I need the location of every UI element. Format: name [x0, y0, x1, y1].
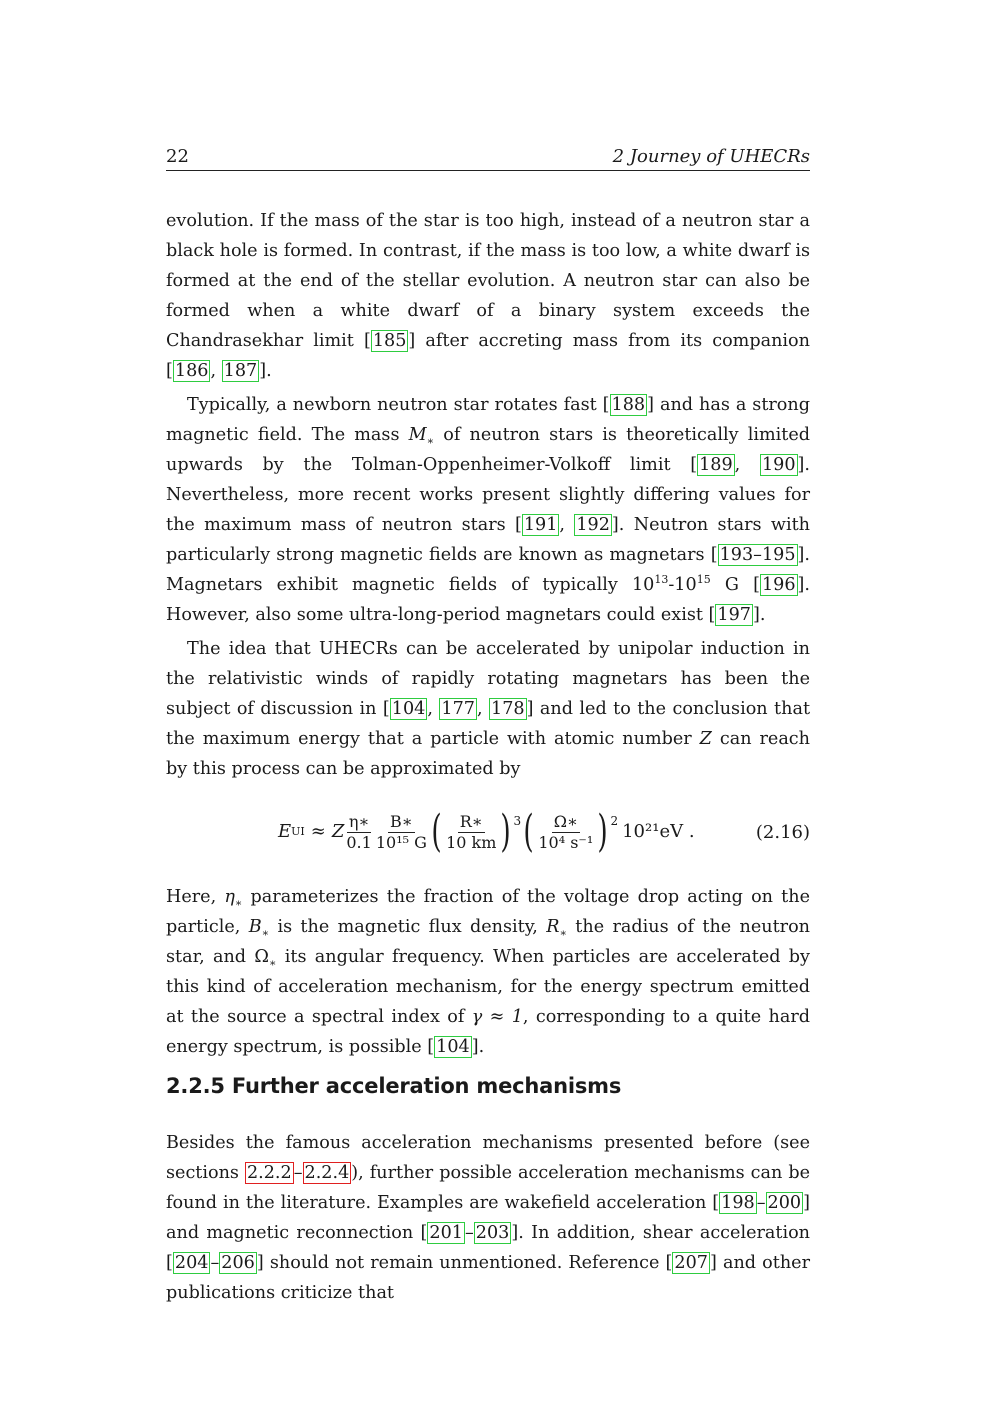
paragraph-2: Typically, a newborn neutron star rotates fast [ 188 ] and has a strong magnetic field. The mass $M_∗$ of neutron stars is theoretically limited upwards by the Tolman-Oppenheimer-Volkoff limit [ 189 , 190 ]. Nevertheless, more recent works present slightly differing values for the maximum mass of neutron stars [ 191 , 192 ]. Neutron stars with particularly strong magnetic fields are known as magnetars [ 193–195 ]. Magnetars exhibit magnetic fields of typically $10^{13}-10^{15}$ G [ 196 ]. However, also some ultra-long-period magnetars could exist [ 197 ].: [166, 395, 811, 625]
citation-link[interactable]: 201: [429, 1223, 463, 1243]
equation-2-16: [166, 796, 810, 870]
citation-link[interactable]: 178: [491, 699, 525, 719]
text: should not remain unmentioned. Reference: [263, 1253, 666, 1273]
eq-fraction-r: [446, 812, 496, 853]
citation-link[interactable]: 189: [699, 455, 733, 475]
section-text: [166, 1128, 810, 1308]
text: , corresponding to a quite hard energy spectrum, is possible: [166, 1007, 810, 1057]
citation-link[interactable]: 204: [174, 1253, 209, 1273]
running-header: [166, 146, 810, 171]
left-paren: (: [431, 806, 442, 857]
text: Here,: [166, 887, 225, 907]
math-symbol: γ ≈ 1: [471, 1007, 523, 1027]
text: ), further possible acceleration mechanisms can be found in the literature. Examples are wakefield acceleration: [166, 1163, 810, 1213]
eq-z: Z: [331, 821, 345, 842]
text: The idea that UHECRs can be accelerated by unipolar induction in the relativistic winds of rapidly rotating magnetars has been the subject of discussion in: [166, 639, 810, 719]
eq-fraction-eta: [346, 812, 371, 853]
equation-body: E UI ≈ Z $\frac{\eta∗}{0.1}$ $\frac{B∗}{\text{10¹⁵ G}}$ ( $\frac{R∗}{10 km}$ ) 3 ( $\frac{\Omega∗}{\text{10⁴ s⁻¹}}$ ) 2 10²¹eV .: [278, 806, 695, 857]
citation-link[interactable]: 191: [523, 515, 558, 535]
eq-numerator: η∗: [348, 811, 370, 831]
text: and led to the conclusion that the maximum energy that a particle with atomic number: [166, 699, 811, 749]
citation-link[interactable]: 200: [767, 1193, 802, 1213]
citation-link[interactable]: 196: [761, 575, 796, 595]
text: parameterizes the fraction of the voltage drop acting on the particle,: [166, 887, 810, 937]
text: and other publications criticize that: [166, 1253, 810, 1303]
eq-lhs: E: [278, 821, 292, 842]
paragraph-3: The idea that UHECRs can be accelerated by unipolar induction in the relativistic winds of rapidly rotating magnetars has been the subject of discussion in [ 104 , 177 , 178 ] and led to the conclusion that the maximum energy that a particle with atomic number Z can reach by this process can be approximated by: [166, 639, 811, 779]
citation-link[interactable]: 187: [223, 361, 258, 381]
eq-denominator: 10 km: [446, 832, 497, 852]
chapter-title: 2 Journey of UHECRs: [612, 146, 810, 167]
section-ref-link[interactable]: 2.2.4: [304, 1163, 350, 1183]
citation-link[interactable]: 104: [391, 699, 426, 719]
eq-power: 3: [513, 814, 522, 828]
math-symbol: η: [224, 887, 235, 907]
text: its angular frequency. When particles are accelerated by this kind of acceleration mechanism, for the energy spectrum emitted at the source a spectral index of: [166, 947, 810, 1027]
eq-denominator: 10⁴ s⁻¹: [538, 832, 594, 852]
paragraph-1: evolution. If the mass of the star is too high, instead of a neutron star a black hole is formed. In contrast, if the mass is too low, a white dwarf is formed at the end of the stellar evolution. A neutron star can also be formed when a white dwarf of a binary system exceeds the Chandrasekhar limit [ 185 ] after accreting mass from its companion [ 186 , 187 ].: [166, 211, 810, 381]
citation-link[interactable]: 193–195: [719, 545, 796, 565]
eq-numerator: B∗: [390, 811, 413, 831]
citation-link[interactable]: 188: [611, 395, 646, 415]
citation-link[interactable]: 177: [441, 699, 475, 719]
eq-fraction-b: [376, 812, 427, 853]
eq-denominator: 0.1: [346, 832, 372, 852]
text: is the magnetic flux density,: [269, 917, 547, 937]
text: and has a strong magnetic field. The mass: [166, 395, 810, 445]
paragraph-4: Here, $\eta_∗$ parameterizes the fraction of the voltage drop acting on the particle, $B_∗$ is the magnetic flux density, $R_∗$ the radius of the neutron star, and $\Omega_∗$ its angular frequency. When particles are accelerated by this kind of acceleration mechanism, for the energy spectrum emitted at the source a spectral index of γ ≈ 1, corresponding to a quite hard energy spectrum, is possible [ 104 ].: [166, 887, 810, 1057]
text: Besides the famous acceleration mechanisms presented before (see sections: [166, 1133, 810, 1183]
text: can reach by this process can be approximated by: [166, 729, 810, 779]
eq-fraction-omega: [538, 812, 593, 853]
page-number: 22: [166, 146, 189, 167]
eq-numerator: R∗: [459, 811, 483, 831]
text: of neutron stars is theoretically limited upwards by the Tolman-Oppenheimer-Volkoff limit: [166, 425, 810, 475]
exponent: 15: [696, 573, 711, 587]
text: . In addition, shear acceleration: [518, 1223, 810, 1243]
eq-denominator: 10¹⁵ G: [375, 832, 427, 852]
eq-numerator: Ω∗: [553, 811, 578, 831]
citation-link[interactable]: 192: [576, 515, 610, 535]
right-paren: ): [597, 806, 609, 857]
text: . Nevertheless, more recent works present slightly differing values for the maximum mass of neutron stars: [166, 455, 811, 535]
citation-link[interactable]: 203: [475, 1223, 510, 1243]
body-text: [166, 206, 810, 1066]
right-paren: ): [500, 806, 512, 857]
text: -10: [668, 575, 697, 595]
text: . Magnetars exhibit magnetic fields of typically 10: [166, 545, 810, 595]
citation-link[interactable]: 207: [674, 1253, 708, 1273]
text: G: [710, 575, 754, 595]
left-paren: (: [523, 806, 534, 857]
citation-link[interactable]: 186: [174, 361, 209, 381]
text: and magnetic reconnection: [166, 1223, 421, 1243]
math-symbol: M: [408, 425, 427, 445]
citation-link[interactable]: 197: [717, 605, 751, 625]
text: after accreting mass from its companion: [415, 331, 810, 351]
section-heading: 2.2.5 Further acceleration mechanisms: [166, 1074, 622, 1098]
citation-link[interactable]: 190: [761, 455, 796, 475]
eq-approx: ≈: [310, 821, 326, 842]
equation-label: (2.16): [755, 822, 810, 843]
math-symbol: Ω: [254, 947, 269, 967]
section-ref-link[interactable]: 2.2.2: [246, 1163, 292, 1183]
citation-link[interactable]: 185: [372, 331, 407, 351]
math-symbol: Z: [699, 729, 712, 749]
math-symbol: B: [248, 917, 262, 937]
math-subscript: ∗: [426, 434, 435, 448]
paragraph-5: Besides the famous acceleration mechanisms presented before (see sections 2.2.2 – 2.2.4 ), further possible acceleration mechanisms can be found in the literature. Examples are wakefield acceleration [ 198 – 200 ] and magnetic reconnection [ 201 – 203 ]. In addition, shear acceleration [ 204 – 206 ] should not remain unmentioned. Reference [ 207 ] and other publications criticize that: [166, 1133, 810, 1303]
citation-link[interactable]: 206: [221, 1253, 255, 1273]
citation-link[interactable]: 104: [436, 1037, 470, 1057]
eq-tail: 10²¹eV .: [622, 821, 695, 842]
text: . Neutron stars with particularly strong magnetic fields are known as magnetars: [166, 515, 810, 565]
citation-link[interactable]: 198: [721, 1193, 755, 1213]
text: Typically, a newborn neutron star rotates fast: [187, 395, 603, 415]
math-symbol: R: [546, 917, 560, 937]
exponent: 13: [654, 573, 669, 587]
text: . However, also some ultra-long-period magnetars could exist: [166, 575, 810, 625]
eq-power: 2: [610, 814, 619, 828]
text: the radius of the neutron star, and: [166, 917, 810, 967]
text: evolution. If the mass of the star is too high, instead of a neutron star a black hole is formed. In contrast, if the mass is too low, a white dwarf is formed at the end of the stellar evolution. A neutron star can also be formed when a white dwarf of a binary system exceeds the Chandrasekhar limit: [166, 211, 810, 351]
